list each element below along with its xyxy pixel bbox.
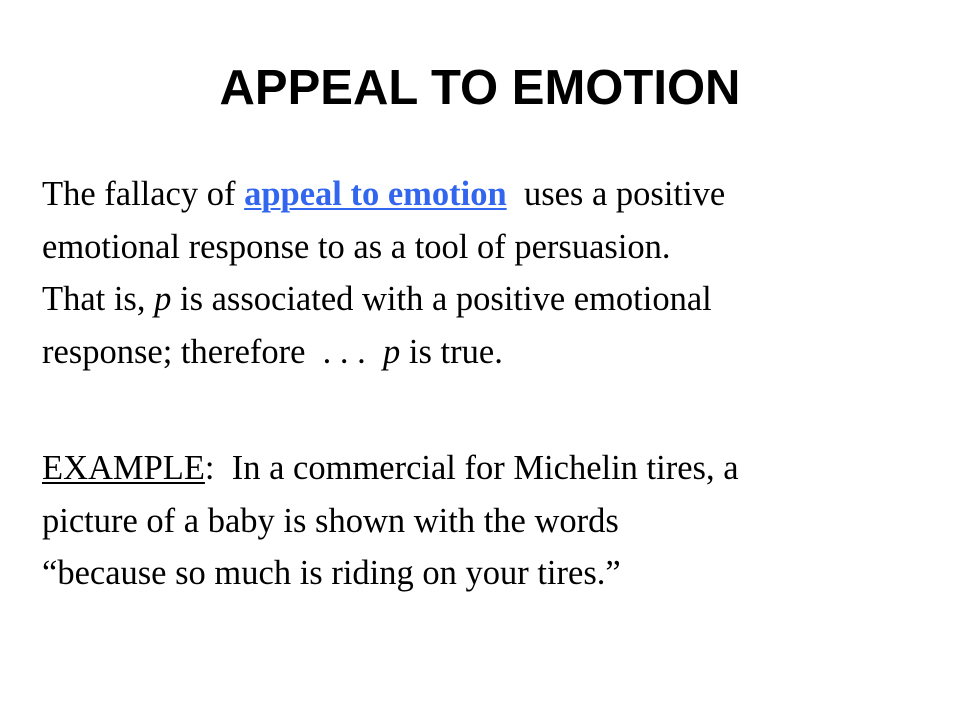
definition-line-4-suffix: is true.	[400, 332, 503, 371]
example-line-1	[42, 442, 922, 495]
example-paragraph	[42, 442, 922, 600]
example-line-1-suffix: : In a commercial for Michelin tires, a	[204, 449, 739, 487]
definition-line-2: emotional response to as a tool of persuasion.	[42, 227, 671, 266]
definition-line-1	[42, 168, 922, 221]
example-line-3: “because so much is riding on your tires.”	[42, 554, 621, 592]
example-label: EXAMPLE	[42, 449, 205, 487]
variable-p: p	[154, 280, 172, 318]
definition-line-4-prefix: response; therefore . . .	[42, 332, 384, 371]
appeal-to-emotion-link[interactable]: appeal to emotion	[244, 175, 507, 213]
definition-paragraph	[42, 168, 922, 378]
definition-line-4	[42, 326, 922, 379]
definition-line-1-suffix: uses a positive	[506, 175, 726, 213]
definition-line-1-prefix: The fallacy of	[42, 175, 245, 213]
slide-title: APPEAL TO EMOTION	[219, 61, 741, 115]
definition-line-3-prefix: That is,	[42, 280, 155, 318]
example-line-2: picture of a baby is shown with the words	[42, 501, 619, 540]
definition-line-3	[42, 273, 922, 326]
variable-p: p	[383, 332, 401, 371]
definition-line-3-suffix: is associated with a positive emotional	[171, 280, 712, 318]
